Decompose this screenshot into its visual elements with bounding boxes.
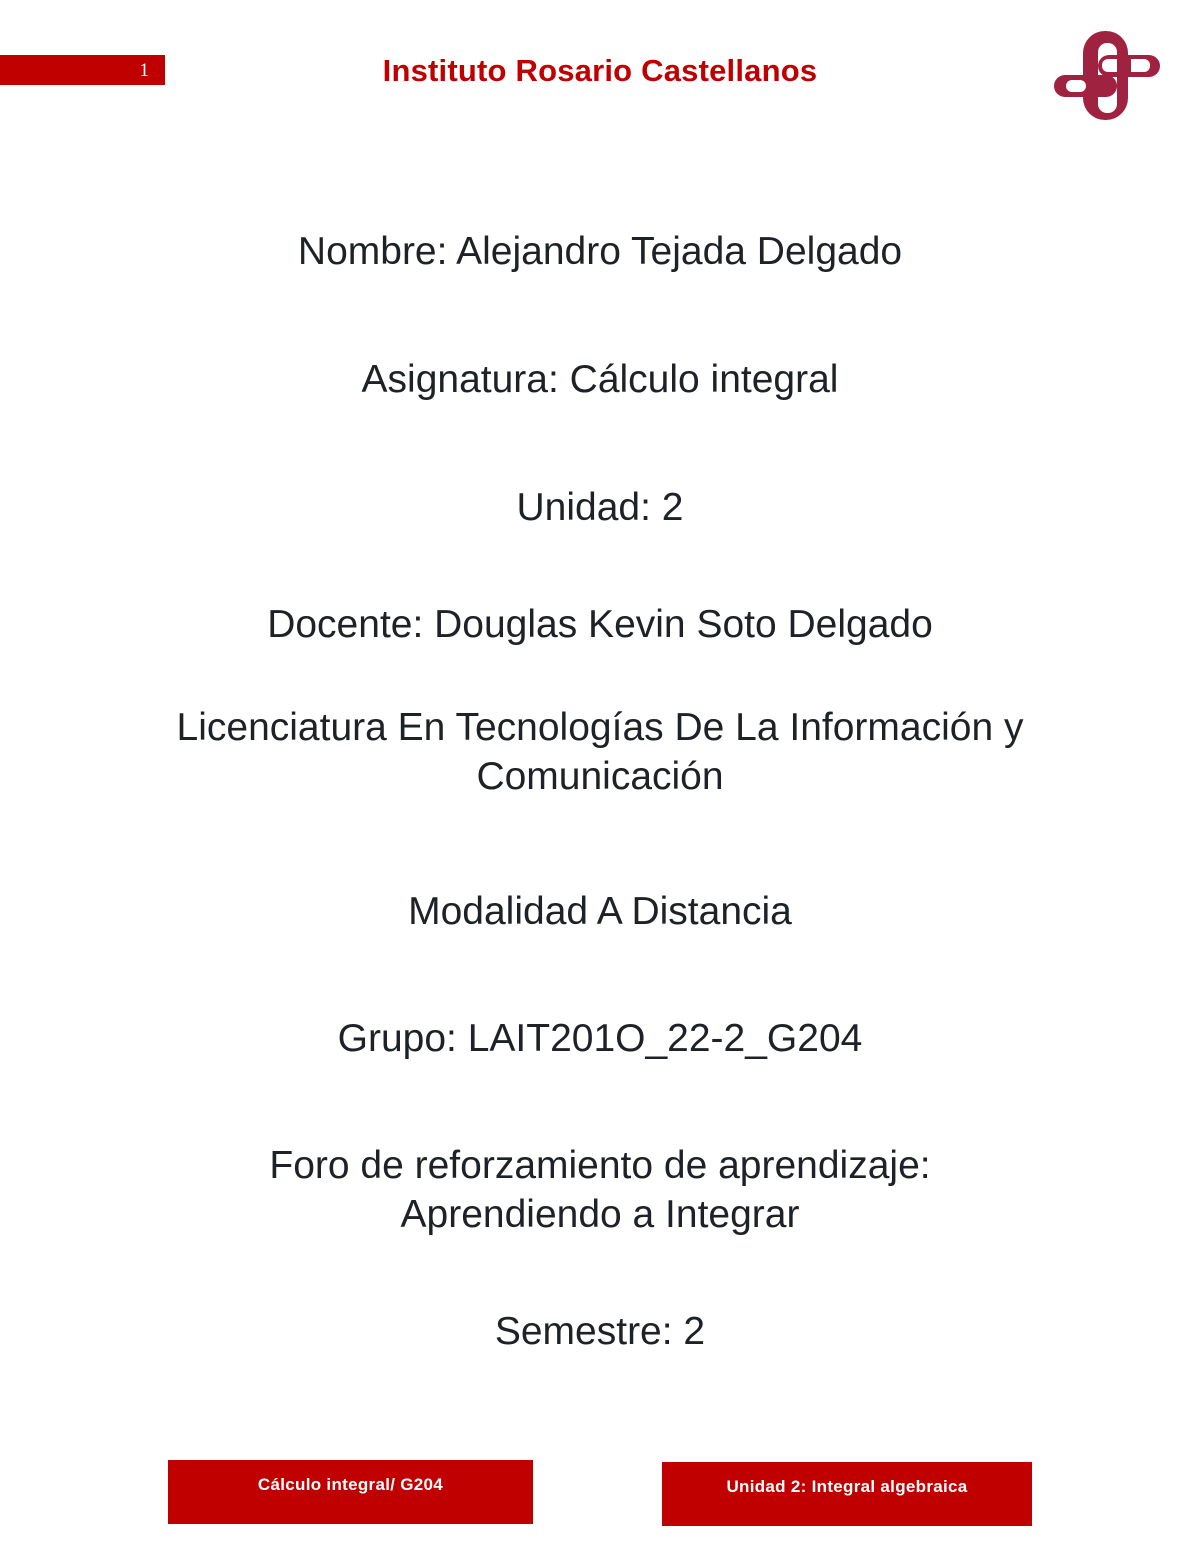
cover-text: Nombre: Alejandro Tejada Delgado bbox=[297, 230, 903, 273]
cover-text: Licenciatura En Tecnologías De La Información y bbox=[176, 706, 1024, 749]
cover-content bbox=[0, 227, 1200, 1356]
cover-line-asignatura bbox=[0, 355, 1200, 404]
footer-course-box bbox=[168, 1460, 533, 1524]
footer-unit-label: Unidad 2: Integral algebraica bbox=[726, 1477, 968, 1496]
cover-text: Modalidad A Distancia bbox=[408, 890, 792, 933]
cover-line-grupo bbox=[0, 1014, 1200, 1063]
cover-text: Foro de reforzamiento de aprendizaje: bbox=[269, 1144, 931, 1187]
institute-logo-icon bbox=[1040, 10, 1190, 150]
cover-text: Aprendiendo a Integrar bbox=[400, 1193, 800, 1236]
cover-line-licenciatura bbox=[0, 703, 1200, 801]
footer-course-label: Cálculo integral/ G204 bbox=[257, 1475, 444, 1494]
footer-unit-box bbox=[662, 1462, 1032, 1526]
cover-line-modalidad bbox=[0, 887, 1200, 936]
cover-line-semestre bbox=[0, 1307, 1200, 1356]
cover-text: Docente: Douglas Kevin Soto Delgado bbox=[267, 603, 933, 646]
cover-line-foro bbox=[0, 1141, 1200, 1239]
cover-text: Semestre: 2 bbox=[494, 1310, 706, 1353]
cover-text: Comunicación bbox=[476, 755, 724, 798]
institute-title: Instituto Rosario Castellanos bbox=[382, 53, 818, 88]
cover-line-nombre bbox=[0, 227, 1200, 276]
cover-text: Asignatura: Cálculo integral bbox=[361, 358, 839, 401]
cover-text: Unidad: 2 bbox=[516, 486, 684, 529]
page-number: 1 bbox=[139, 59, 149, 81]
cover-line-docente bbox=[0, 600, 1200, 649]
cover-line-unidad bbox=[0, 483, 1200, 532]
cover-text: Grupo: LAIT201O_22-2_G204 bbox=[337, 1017, 863, 1060]
